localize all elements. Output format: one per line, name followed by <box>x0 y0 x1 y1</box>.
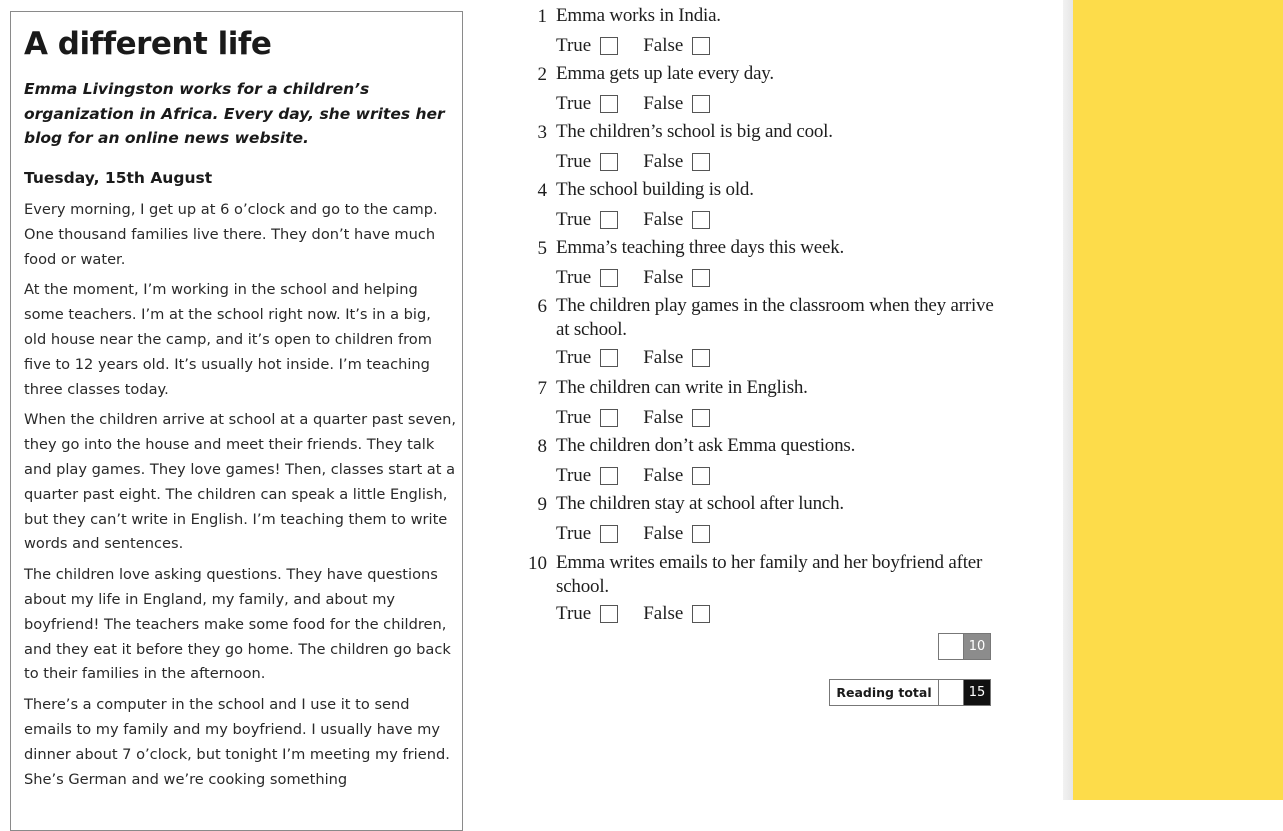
true-checkbox[interactable] <box>600 95 618 113</box>
true-false-options <box>556 521 710 547</box>
true-label: True <box>556 523 592 544</box>
false-checkbox[interactable] <box>692 349 710 367</box>
true-checkbox[interactable] <box>600 37 618 55</box>
question-number: 7 <box>537 378 547 399</box>
question-number: 1 <box>537 6 547 27</box>
false-label: False <box>643 407 684 428</box>
article-box <box>10 11 463 831</box>
false-checkbox[interactable] <box>692 409 710 427</box>
reading-total-max: 15 <box>964 680 990 705</box>
true-label: True <box>556 209 592 230</box>
question-text: The children can write in English. <box>556 377 808 398</box>
true-label: True <box>556 407 592 428</box>
true-false-options <box>556 601 710 627</box>
score-box <box>938 633 991 660</box>
article-intro: Emma Livingston works for a children’s organization in Africa. Every day, she writes her blog for an online news website. <box>24 80 445 147</box>
false-checkbox[interactable] <box>692 153 710 171</box>
false-label: False <box>643 347 684 368</box>
reading-total-label: Reading total <box>830 680 939 705</box>
true-false-options <box>556 265 710 291</box>
article-title: A different life <box>24 26 272 62</box>
article-paragraph: The children love asking questions. They have questions about my life in England, my family, and about my boyfriend! The teachers make some food for the children, and they eat it before they go home. The children go back to their families in the afternoon. <box>24 566 451 683</box>
question-number: 6 <box>537 296 547 317</box>
true-false-options <box>556 33 710 59</box>
false-checkbox[interactable] <box>692 211 710 229</box>
true-checkbox[interactable] <box>600 269 618 287</box>
article-paragraph: There’s a computer in the school and I use it to send emails to my family and my boyfriend. I usually have my dinner about 7 o’clock, but tonight I’m meeting my friend. She’s German and we’re cooking something <box>24 696 450 788</box>
false-checkbox[interactable] <box>692 605 710 623</box>
question-text: The children don’t ask Emma questions. <box>556 435 856 456</box>
score-entry-field[interactable] <box>939 634 964 659</box>
true-label: True <box>556 347 592 368</box>
question-text: The children’s school is big and cool. <box>556 121 833 142</box>
article-paragraph: At the moment, I’m working in the school and helping some teachers. I’m at the school right now. It’s in a big, old house near the camp, and it’s open to children from five to 12 years old. It’s usually hot inside. I’m teaching three classes today. <box>24 281 432 398</box>
article-paragraph: When the children arrive at school at a quarter past seven, they go into the house and meet their friends. They talk and play games. They love games! Then, classes start at a quarter past eight. The children can speak a little English, but they can’t write in English. I’m teaching them to write words and sentences. <box>24 411 456 553</box>
question-text: Emma writes emails to her family and her boyfriend after school. <box>556 552 983 597</box>
true-checkbox[interactable] <box>600 211 618 229</box>
true-checkbox[interactable] <box>600 409 618 427</box>
false-label: False <box>643 465 684 486</box>
true-label: True <box>556 35 592 56</box>
question-text: The children stay at school after lunch. <box>556 493 844 514</box>
question-text: The school building is old. <box>556 179 754 200</box>
question-number: 8 <box>537 436 547 457</box>
question-number: 5 <box>537 238 547 259</box>
true-checkbox[interactable] <box>600 467 618 485</box>
true-checkbox[interactable] <box>600 153 618 171</box>
question-number: 2 <box>537 64 547 85</box>
article-paragraph: Every morning, I get up at 6 o’clock and go to the camp. One thousand families live there. They don’t have much food or water. <box>24 201 438 268</box>
false-label: False <box>643 151 684 172</box>
true-false-options <box>556 345 710 371</box>
score-max: 10 <box>964 634 990 659</box>
false-checkbox[interactable] <box>692 467 710 485</box>
true-label: True <box>556 267 592 288</box>
true-false-options <box>556 91 710 117</box>
true-label: True <box>556 603 592 624</box>
true-label: True <box>556 93 592 114</box>
question-text: Emma works in India. <box>556 5 721 26</box>
false-checkbox[interactable] <box>692 37 710 55</box>
false-checkbox[interactable] <box>692 95 710 113</box>
question-number: 3 <box>537 122 547 143</box>
false-label: False <box>643 209 684 230</box>
true-false-options <box>556 207 710 233</box>
question-number: 10 <box>528 553 547 574</box>
false-label: False <box>643 93 684 114</box>
question-number: 9 <box>537 494 547 515</box>
reading-total-box <box>829 679 991 706</box>
reading-total-entry-field[interactable] <box>939 680 964 705</box>
true-checkbox[interactable] <box>600 349 618 367</box>
true-false-options <box>556 149 710 175</box>
false-label: False <box>643 603 684 624</box>
question-text: Emma’s teaching three days this week. <box>556 237 845 258</box>
true-checkbox[interactable] <box>600 525 618 543</box>
true-false-options <box>556 405 710 431</box>
question-text: Emma gets up late every day. <box>556 63 774 84</box>
question-number: 4 <box>537 180 547 201</box>
article-body <box>24 198 456 798</box>
page-edge <box>1063 0 1073 800</box>
article-date: Tuesday, 15th August <box>24 169 213 187</box>
true-checkbox[interactable] <box>600 605 618 623</box>
question-text: The children play games in the classroom when they arrive at school. <box>556 295 994 340</box>
true-label: True <box>556 465 592 486</box>
true-label: True <box>556 151 592 172</box>
false-label: False <box>643 267 684 288</box>
false-label: False <box>643 35 684 56</box>
yellow-side-panel <box>1073 0 1283 800</box>
false-checkbox[interactable] <box>692 269 710 287</box>
true-false-options <box>556 463 710 489</box>
false-checkbox[interactable] <box>692 525 710 543</box>
false-label: False <box>643 523 684 544</box>
